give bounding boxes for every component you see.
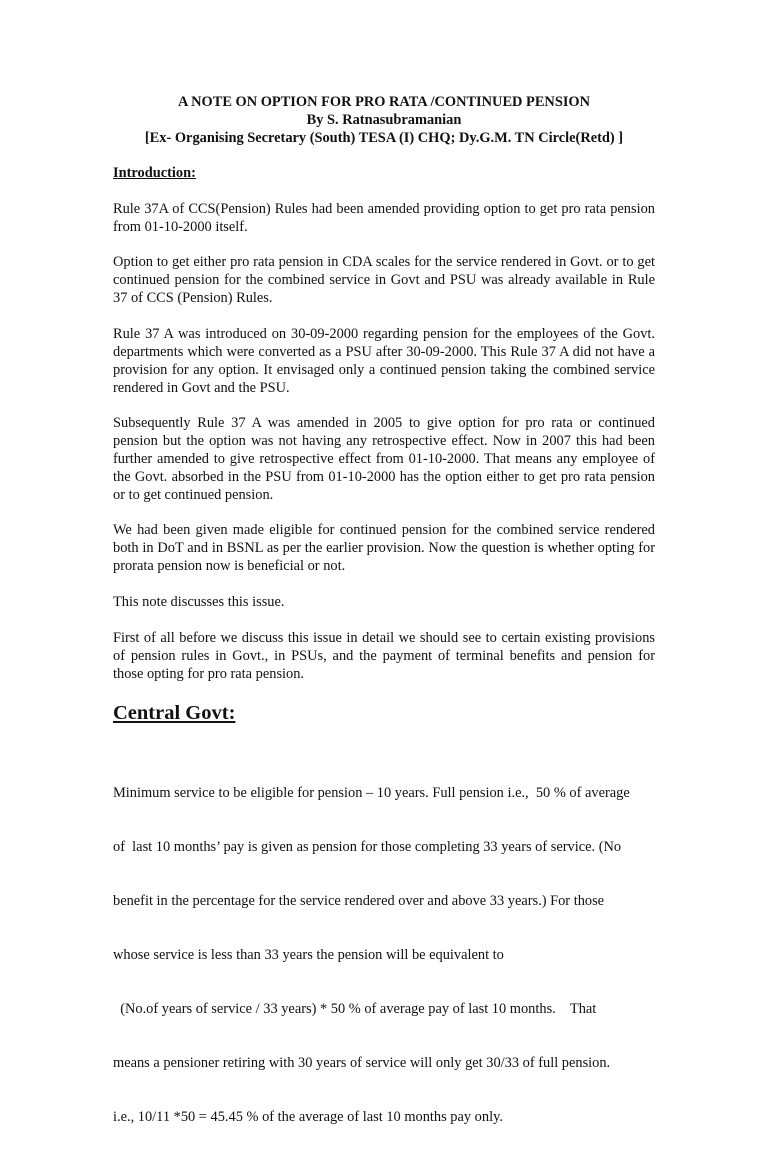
section-line: of last 10 months’ pay is given as pension for those completing 33 years of service. (No	[113, 839, 622, 855]
section-line: whose service is less than 33 years the pension will be equivalent to	[113, 947, 504, 963]
section-line: Minimum service to be eligible for pension – 10 years. Full pension i.e., 50 % of average	[113, 785, 630, 801]
document-author: By S. Ratnasubramanian	[306, 112, 462, 128]
paragraph-introduced: Rule 37 A was introduced on 30-09-2000 regarding pension for the employees of the Govt. departments which were converted as a PSU after 30-09-2000. This Rule 37 A did not have a provision for any option. It envisaged only a continued pension taking the combined service rendered in Govt and the PSU.	[113, 326, 655, 396]
paragraph-option: Option to get either pro rata pension in CDA scales for the service rendered in Govt. or to get continued pension for the combined service in Govt and PSU was already available in Rule 37 of CCS (Pension) Rules.	[113, 254, 655, 306]
author-designation: [Ex- Organising Secretary (South) TESA (I) CHQ; Dy.G.M. TN Circle(Retd) ]	[144, 130, 624, 146]
introduction-heading: Introduction:	[113, 165, 196, 181]
paragraph-first-of-all: First of all before we discuss this issue in detail we should see to certain existing provisions of pension rules in Govt., in PSUs, and the payment of terminal benefits and pension for those opting for pro rata pension.	[113, 630, 655, 682]
paragraph-rule-37a: Rule 37A of CCS(Pension) Rules had been amended providing option to get pro rata pension from 01-10-2000 itself.	[113, 201, 655, 235]
section-heading-central-govt: Central Govt:	[113, 702, 236, 724]
section-line: (No.of years of service / 33 years) * 50 % of average pay of last 10 months. That	[113, 1001, 597, 1017]
document-title: A NOTE ON OPTION FOR PRO RATA /CONTINUED PENSION	[177, 94, 591, 110]
section-line: benefit in the percentage for the service rendered over and above 33 years.) For those	[113, 893, 605, 909]
paragraph-amended: Subsequently Rule 37 A was amended in 2005 to give option for pro rata or continued pension but the option was not having any retrospective effect. Now in 2007 this had been further amended to give retrospective effect from 01-10-2000. That means any employee of the Govt. absorbed in the PSU from 01-10-2000 has the option either to get pro rata pension or to get continued pension.	[113, 415, 655, 503]
paragraph-eligibility: We had been given made eligible for continued pension for the combined service rendered both in DoT and in BSNL as per the earlier provision. Now the question is whether opting for prorata pension now is beneficial or not.	[113, 522, 655, 574]
section-line: i.e., 10/11 *50 = 45.45 % of the average of last 10 months pay only.	[113, 1109, 503, 1125]
paragraph-note-discusses: This note discusses this issue.	[113, 594, 285, 610]
central-govt-section-body	[113, 748, 655, 1162]
section-line: means a pensioner retiring with 30 years of service will only get 30/33 of full pension.	[113, 1055, 611, 1071]
document-header	[113, 93, 655, 147]
